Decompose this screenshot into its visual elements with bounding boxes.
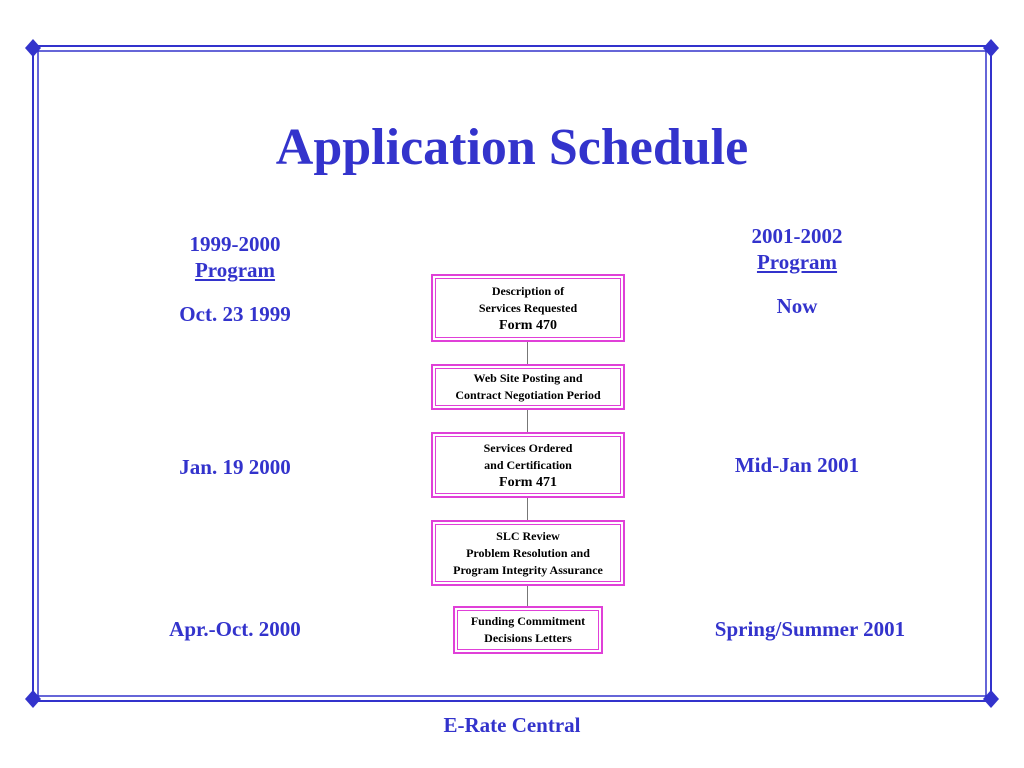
left-year: 1999-2000 [189, 232, 281, 256]
flow-box-line: Services Ordered [483, 440, 573, 455]
flow-box-posting [431, 364, 625, 410]
right-year: 2001-2002 [751, 224, 843, 248]
flow-connector [527, 498, 528, 520]
flow-box-form-470 [431, 274, 625, 342]
flow-box-form: Form 471 [499, 474, 557, 490]
flow-box-line: Funding Commitment [470, 614, 586, 628]
footer-brand: E-Rate Central [443, 713, 581, 737]
flow-box-line: Decisions Letters [484, 631, 572, 645]
flow-box-line: Contract Negotiation Period [455, 388, 601, 402]
flow-connector [527, 410, 528, 432]
left-date-2: Jan. 19 2000 [179, 455, 291, 479]
flow-box-funding [453, 606, 603, 654]
left-program-label: Program [194, 258, 276, 282]
flow-box-form-471 [431, 432, 625, 498]
flow-box-line: and Certification [484, 457, 572, 472]
left-date-1: Oct. 23 1999 [179, 302, 291, 326]
flow-box-line: Problem Resolution and [466, 545, 590, 560]
right-program-heading [697, 223, 897, 275]
flow-box-line: Description of [491, 283, 565, 298]
flow-box-form: Form 470 [499, 317, 557, 333]
flow-box-line: SLC Review [496, 528, 560, 543]
flow-connector [527, 342, 528, 364]
page-title: Application Schedule [275, 119, 749, 176]
right-program-label: Program [756, 250, 838, 274]
left-program-heading [135, 231, 335, 283]
flow-box-line: Services Requested [478, 300, 578, 315]
right-date-2: Mid-Jan 2001 [734, 453, 860, 477]
right-date-3: Spring/Summer 2001 [714, 617, 906, 641]
flow-box-line: Program Integrity Assurance [453, 562, 603, 577]
flow-box-slc-review [431, 520, 625, 586]
flow-box-line: Web Site Posting and [473, 371, 583, 385]
flow-connector [527, 586, 528, 606]
right-date-1: Now [776, 294, 818, 318]
left-date-3: Apr.-Oct. 2000 [169, 617, 301, 641]
